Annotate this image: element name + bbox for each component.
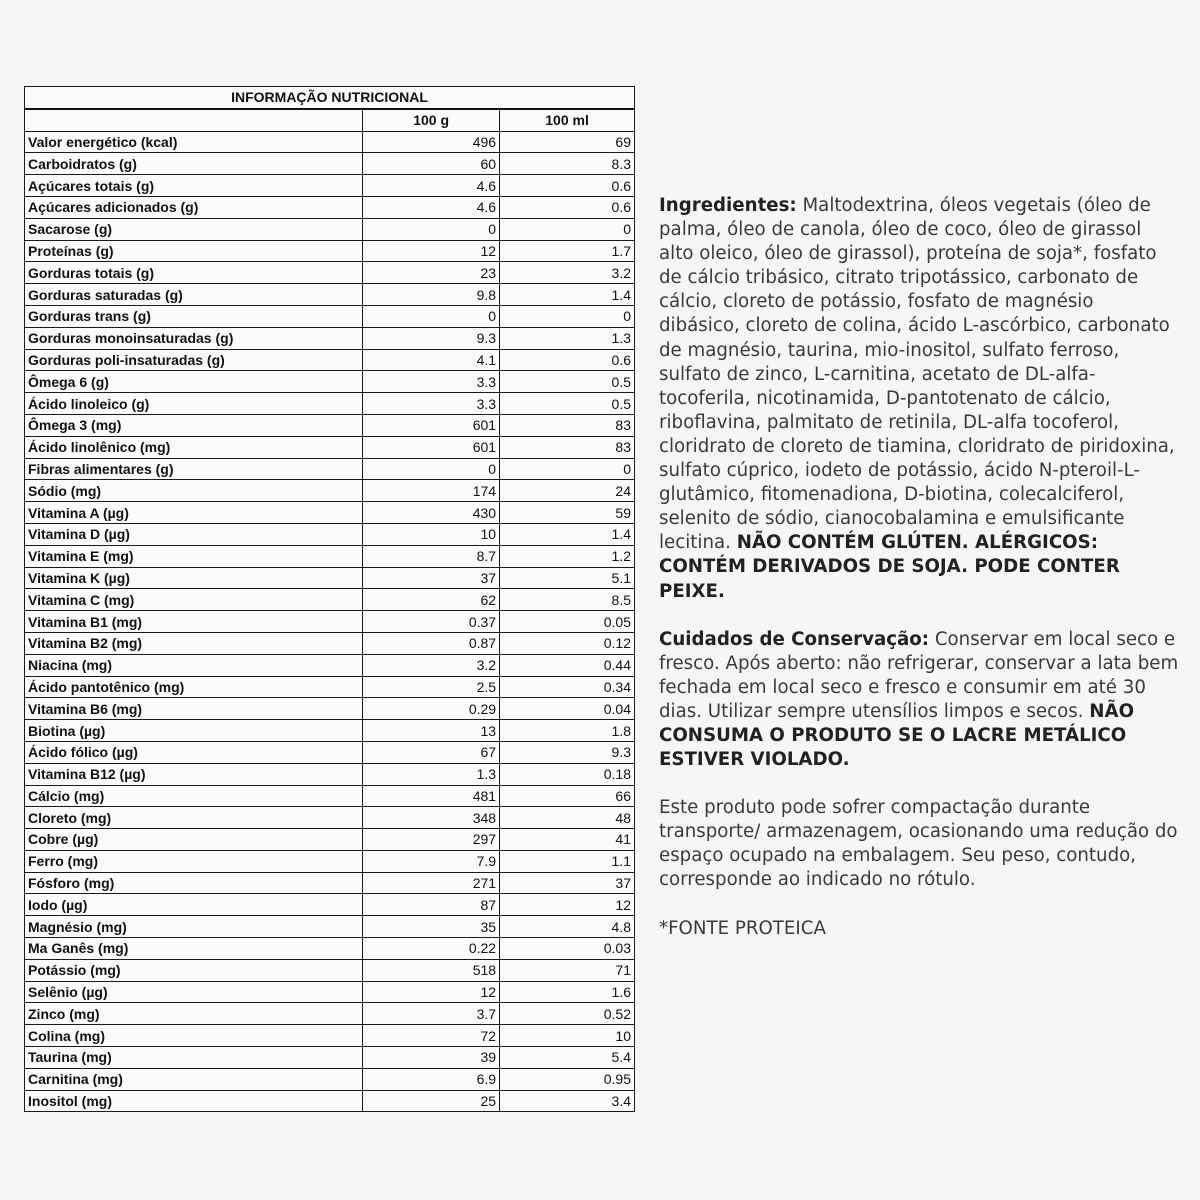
value-100g: 348 <box>363 807 500 829</box>
table-row <box>25 785 635 807</box>
value-100g: 0 <box>363 458 500 480</box>
value-100ml: 0.34 <box>500 676 635 698</box>
value-100ml: 0.95 <box>500 1068 635 1090</box>
nutrient-name: Gorduras poli-insaturadas (g) <box>25 349 363 371</box>
table-row <box>25 480 635 502</box>
nutrient-name: Ma Ganês (mg) <box>25 938 363 960</box>
nutrient-name: Carnitina (mg) <box>25 1068 363 1090</box>
nutrient-name: Vitamina A (µg) <box>25 502 363 524</box>
value-100ml: 3.2 <box>500 262 635 284</box>
value-100ml: 0.52 <box>500 1003 635 1025</box>
value-100g: 9.8 <box>363 284 500 306</box>
table-row <box>25 807 635 829</box>
table-row <box>25 1047 635 1069</box>
table-row <box>25 1025 635 1047</box>
nutrient-name: Fósforo (mg) <box>25 872 363 894</box>
table-row <box>25 414 635 436</box>
nutrient-name: Vitamina B6 (mg) <box>25 698 363 720</box>
nutrient-name: Gorduras monoinsaturadas (g) <box>25 327 363 349</box>
value-100ml: 1.2 <box>500 545 635 567</box>
table-row <box>25 262 635 284</box>
table-row <box>25 240 635 262</box>
table-row <box>25 153 635 175</box>
table-row <box>25 1090 635 1112</box>
value-100ml: 1.1 <box>500 850 635 872</box>
nutrient-name: Cobre (µg) <box>25 829 363 851</box>
table-row <box>25 1068 635 1090</box>
nutrient-name: Taurina (mg) <box>25 1047 363 1069</box>
nutrient-name: Ácido fólico (µg) <box>25 741 363 763</box>
value-100g: 4.6 <box>363 175 500 197</box>
table-title: INFORMAÇÃO NUTRICIONAL <box>25 87 635 109</box>
value-100g: 3.2 <box>363 654 500 676</box>
header-100g: 100 g <box>363 109 500 131</box>
table-row <box>25 284 635 306</box>
nutrient-name: Ácido linoleico (g) <box>25 393 363 415</box>
value-100ml: 0.03 <box>500 938 635 960</box>
nutrient-name: Ferro (mg) <box>25 850 363 872</box>
nutrient-name: Magnésio (mg) <box>25 916 363 938</box>
table-row <box>25 131 635 153</box>
table-row <box>25 872 635 894</box>
value-100ml: 1.4 <box>500 523 635 545</box>
value-100g: 481 <box>363 785 500 807</box>
value-100ml: 0 <box>500 305 635 327</box>
value-100ml: 69 <box>500 131 635 153</box>
nutrient-name: Vitamina E (mg) <box>25 545 363 567</box>
value-100ml: 4.8 <box>500 916 635 938</box>
nutrition-facts-table <box>24 86 635 1112</box>
value-100ml: 8.5 <box>500 589 635 611</box>
value-100g: 0.22 <box>363 938 500 960</box>
nutrient-name: Vitamina B1 (mg) <box>25 611 363 633</box>
value-100g: 39 <box>363 1047 500 1069</box>
value-100g: 87 <box>363 894 500 916</box>
nutrient-name: Iodo (µg) <box>25 894 363 916</box>
value-100ml: 1.7 <box>500 240 635 262</box>
table-row <box>25 349 635 371</box>
value-100g: 37 <box>363 567 500 589</box>
value-100ml: 12 <box>500 894 635 916</box>
nutrient-name: Gorduras trans (g) <box>25 305 363 327</box>
value-100ml: 0.5 <box>500 393 635 415</box>
nutrient-name: Fibras alimentares (g) <box>25 458 363 480</box>
table-header-row <box>25 109 635 131</box>
nutrient-name: Ômega 3 (mg) <box>25 414 363 436</box>
table-body <box>25 131 635 1112</box>
value-100g: 10 <box>363 523 500 545</box>
value-100ml: 71 <box>500 959 635 981</box>
value-100g: 23 <box>363 262 500 284</box>
table-row <box>25 894 635 916</box>
nutrient-name: Vitamina K (µg) <box>25 567 363 589</box>
table-row <box>25 305 635 327</box>
nutrient-name: Selênio (µg) <box>25 981 363 1003</box>
value-100ml: 1.8 <box>500 720 635 742</box>
value-100ml: 1.6 <box>500 981 635 1003</box>
value-100g: 62 <box>363 589 500 611</box>
table-row <box>25 567 635 589</box>
table-row <box>25 175 635 197</box>
nutrient-name: Zinco (mg) <box>25 1003 363 1025</box>
value-100g: 6.9 <box>363 1068 500 1090</box>
value-100g: 518 <box>363 959 500 981</box>
value-100ml: 0.04 <box>500 698 635 720</box>
protein-source-footnote: *FONTE PROTEICA <box>659 917 826 939</box>
value-100ml: 0.05 <box>500 611 635 633</box>
value-100ml: 3.4 <box>500 1090 635 1112</box>
value-100ml: 59 <box>500 502 635 524</box>
value-100g: 297 <box>363 829 500 851</box>
nutrient-name: Vitamina B12 (µg) <box>25 763 363 785</box>
value-100ml: 0 <box>500 218 635 240</box>
nutrient-name: Proteínas (g) <box>25 240 363 262</box>
nutrient-name: Vitamina C (mg) <box>25 589 363 611</box>
value-100g: 271 <box>363 872 500 894</box>
table-row <box>25 545 635 567</box>
value-100g: 9.3 <box>363 327 500 349</box>
nutrient-name: Gorduras saturadas (g) <box>25 284 363 306</box>
value-100ml: 0.6 <box>500 196 635 218</box>
conservation-paragraph <box>659 628 1179 773</box>
value-100ml: 24 <box>500 480 635 502</box>
table-row <box>25 1003 635 1025</box>
value-100ml: 1.4 <box>500 284 635 306</box>
value-100g: 35 <box>363 916 500 938</box>
value-100g: 60 <box>363 153 500 175</box>
value-100ml: 1.3 <box>500 327 635 349</box>
value-100g: 67 <box>363 741 500 763</box>
product-info-text <box>659 194 1179 941</box>
value-100g: 12 <box>363 240 500 262</box>
allergen-warning: NÃO CONTÉM GLÚTEN. ALÉRGICOS: CONTÉM DERIVADOS DE SOJA. PODE CONTER PEIXE. <box>659 532 1120 602</box>
value-100ml: 0.6 <box>500 175 635 197</box>
value-100ml: 0 <box>500 458 635 480</box>
header-100ml: 100 ml <box>500 109 635 131</box>
nutrient-name: Ômega 6 (g) <box>25 371 363 393</box>
table-row <box>25 458 635 480</box>
value-100ml: 37 <box>500 872 635 894</box>
nutrient-name: Gorduras totais (g) <box>25 262 363 284</box>
ingredients-paragraph <box>659 194 1179 604</box>
table-row <box>25 959 635 981</box>
value-100ml: 5.4 <box>500 1047 635 1069</box>
value-100ml: 5.1 <box>500 567 635 589</box>
nutrient-name: Carboidratos (g) <box>25 153 363 175</box>
value-100ml: 83 <box>500 414 635 436</box>
table-row <box>25 196 635 218</box>
value-100g: 174 <box>363 480 500 502</box>
value-100ml: 10 <box>500 1025 635 1047</box>
table-title-row <box>25 87 635 109</box>
nutrient-name: Cloreto (mg) <box>25 807 363 829</box>
ingredients-text: Maltodextrina, óleos vegetais (óleo de palma, óleo de canola, óleo de coco, óleo de girassol alto oleico, óleo de girassol), proteína de soja*, fosfato de cálcio tribásico, citrato tripotássico, carbonato de cálcio, cloreto de potássio, fosfato de magnésio dibásico, cloreto de colina, ácido L-ascórbico, carbonato de magnésio, taurina, mio-inositol, sulfato ferroso, sulfato de zinco, L-carnitina, acetato de DL-alfa- tocoferila, nicotinamida, D-pantotenato de cálcio, riboflavina, palmitato de retinila, DL-alfa tocoferol, cloridrato de cloreto de tiamina, cloridrato de piridoxina, sulfato cúprico, iodeto de potássio, ácido N-pteroil-L-glutâmico, fitomenadiona, D-biotina, colecalciferol, selenito de sódio, cianocobalamina e emulsificante lecitina. <box>659 195 1175 554</box>
value-100g: 12 <box>363 981 500 1003</box>
value-100ml: 48 <box>500 807 635 829</box>
ingredients-label: Ingredientes: <box>659 195 797 216</box>
nutrient-name: Niacina (mg) <box>25 654 363 676</box>
nutrient-name: Valor energético (kcal) <box>25 131 363 153</box>
table-row <box>25 829 635 851</box>
value-100ml: 0.6 <box>500 349 635 371</box>
value-100g: 7.9 <box>363 850 500 872</box>
table-row <box>25 981 635 1003</box>
table-row <box>25 654 635 676</box>
value-100ml: 83 <box>500 436 635 458</box>
nutrient-name: Açúcares adicionados (g) <box>25 196 363 218</box>
value-100g: 0.87 <box>363 632 500 654</box>
value-100g: 0.29 <box>363 698 500 720</box>
table-row <box>25 916 635 938</box>
value-100ml: 0.5 <box>500 371 635 393</box>
nutrient-name: Ácido pantotênico (mg) <box>25 676 363 698</box>
value-100g: 430 <box>363 502 500 524</box>
value-100g: 8.7 <box>363 545 500 567</box>
nutrient-name: Vitamina D (µg) <box>25 523 363 545</box>
table-row <box>25 371 635 393</box>
value-100g: 4.1 <box>363 349 500 371</box>
table-row <box>25 938 635 960</box>
header-blank <box>25 109 363 131</box>
value-100g: 2.5 <box>363 676 500 698</box>
value-100g: 72 <box>363 1025 500 1047</box>
table-row <box>25 436 635 458</box>
table-row <box>25 523 635 545</box>
value-100g: 13 <box>363 720 500 742</box>
value-100g: 3.7 <box>363 1003 500 1025</box>
conservation-label: Cuidados de Conservação: <box>659 628 930 650</box>
table-row <box>25 218 635 240</box>
compaction-note: Este produto pode sofrer compactação durante transporte/ armazenagem, ocasionando uma redução do espaço ocupado na embalagem. Seu peso, contudo, corresponde ao indicado no rótulo. <box>659 797 1178 891</box>
nutrient-name: Biotina (µg) <box>25 720 363 742</box>
seal-warning: NÃO CONSUMA O PRODUTO SE O LACRE METÁLICO ESTIVER VIOLADO. <box>659 700 1135 771</box>
nutrient-name: Sódio (mg) <box>25 480 363 502</box>
table-row <box>25 698 635 720</box>
nutrient-name: Cálcio (mg) <box>25 785 363 807</box>
value-100g: 3.3 <box>363 393 500 415</box>
value-100g: 3.3 <box>363 371 500 393</box>
value-100ml: 41 <box>500 829 635 851</box>
table-row <box>25 393 635 415</box>
value-100g: 25 <box>363 1090 500 1112</box>
nutrient-name: Colina (mg) <box>25 1025 363 1047</box>
table-row <box>25 720 635 742</box>
nutrient-name: Ácido linolênico (mg) <box>25 436 363 458</box>
value-100g: 601 <box>363 414 500 436</box>
nutrient-name: Potássio (mg) <box>25 959 363 981</box>
value-100ml: 9.3 <box>500 741 635 763</box>
value-100g: 496 <box>363 131 500 153</box>
nutrient-name: Vitamina B2 (mg) <box>25 632 363 654</box>
table-row <box>25 589 635 611</box>
table-row <box>25 632 635 654</box>
table-row <box>25 611 635 633</box>
table-row <box>25 763 635 785</box>
table-row <box>25 850 635 872</box>
value-100g: 0 <box>363 218 500 240</box>
table-row <box>25 676 635 698</box>
nutrient-name: Sacarose (g) <box>25 218 363 240</box>
conservation-text: Conservar em local seco e fresco. Após aberto: não refrigerar, conservar a lata bem fechada em local seco e fresco e consumir em até 30 dias. Utilizar sempre utensílios limpos e secos. <box>659 628 1179 722</box>
value-100ml: 0.44 <box>500 654 635 676</box>
value-100g: 0.37 <box>363 611 500 633</box>
value-100g: 1.3 <box>363 763 500 785</box>
value-100g: 601 <box>363 436 500 458</box>
value-100g: 4.6 <box>363 196 500 218</box>
table-row <box>25 327 635 349</box>
table-row <box>25 741 635 763</box>
value-100g: 0 <box>363 305 500 327</box>
value-100ml: 0.18 <box>500 763 635 785</box>
nutrient-name: Inositol (mg) <box>25 1090 363 1112</box>
table-row <box>25 502 635 524</box>
value-100ml: 8.3 <box>500 153 635 175</box>
value-100ml: 0.12 <box>500 632 635 654</box>
nutrient-name: Açúcares totais (g) <box>25 175 363 197</box>
value-100ml: 66 <box>500 785 635 807</box>
